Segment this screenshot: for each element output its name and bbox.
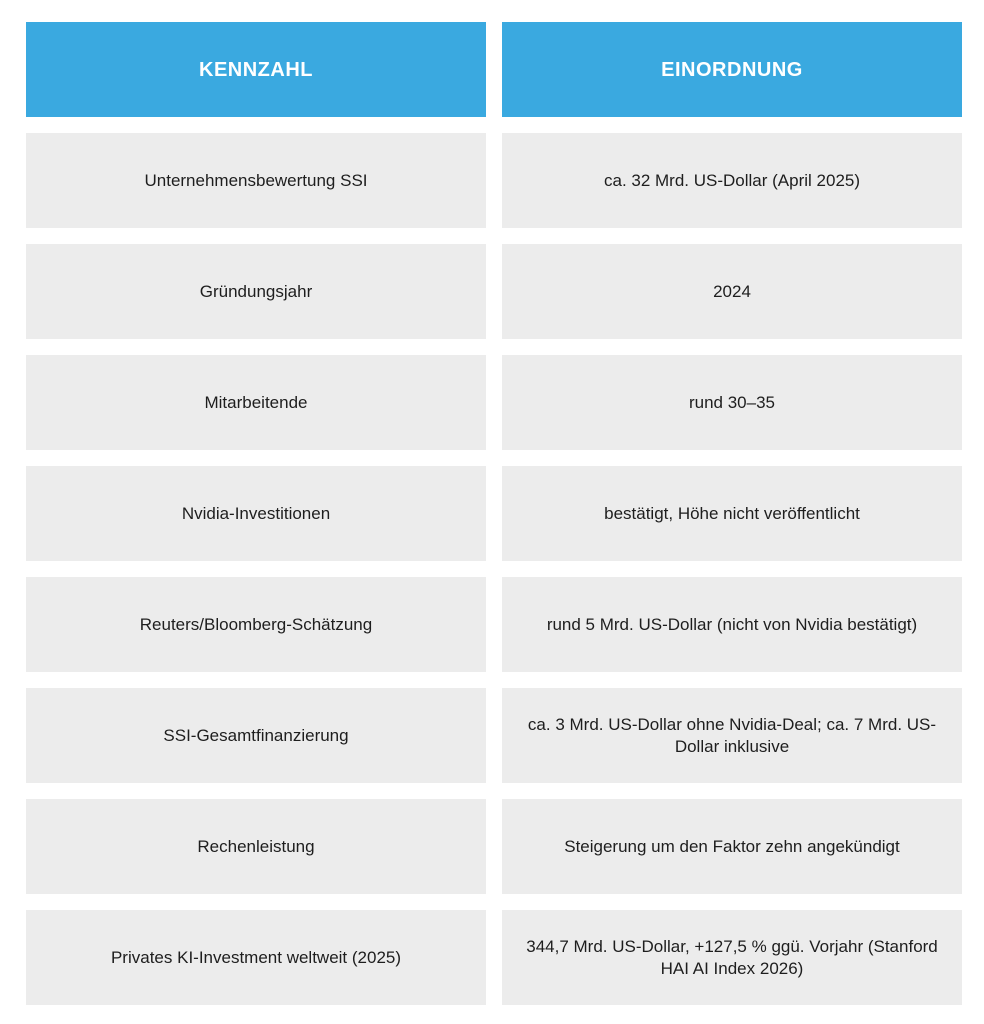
- cell-einordnung-5: rund 5 Mrd. US-Dollar (nicht von Nvidia bestätigt): [502, 577, 962, 672]
- cell-kennzahl-1: Unternehmensbewertung SSI: [26, 133, 486, 228]
- cell-kennzahl-8: Privates KI-Investment weltweit (2025): [26, 910, 486, 1005]
- cell-einordnung-3: rund 30–35: [502, 355, 962, 450]
- cell-einordnung-6: ca. 3 Mrd. US-Dollar ohne Nvidia-Deal; ca. 7 Mrd. US-Dollar inklusive: [502, 688, 962, 783]
- cell-einordnung-2: 2024: [502, 244, 962, 339]
- cell-kennzahl-5: Reuters/Bloomberg-Schätzung: [26, 577, 486, 672]
- kennzahlen-table: [26, 22, 962, 1005]
- header-kennzahl: KENNZAHL: [26, 22, 486, 117]
- cell-kennzahl-6: SSI-Gesamtfinanzierung: [26, 688, 486, 783]
- cell-kennzahl-4: Nvidia-Investitionen: [26, 466, 486, 561]
- cell-einordnung-4: bestätigt, Höhe nicht veröffentlicht: [502, 466, 962, 561]
- cell-kennzahl-3: Mitarbeitende: [26, 355, 486, 450]
- cell-einordnung-7: Steigerung um den Faktor zehn angekündigt: [502, 799, 962, 894]
- cell-einordnung-1: ca. 32 Mrd. US-Dollar (April 2025): [502, 133, 962, 228]
- header-einordnung: EINORDNUNG: [502, 22, 962, 117]
- cell-kennzahl-2: Gründungsjahr: [26, 244, 486, 339]
- cell-einordnung-8: 344,7 Mrd. US-Dollar, +127,5 % ggü. Vorjahr (Stanford HAI AI Index 2026): [502, 910, 962, 1005]
- cell-kennzahl-7: Rechenleistung: [26, 799, 486, 894]
